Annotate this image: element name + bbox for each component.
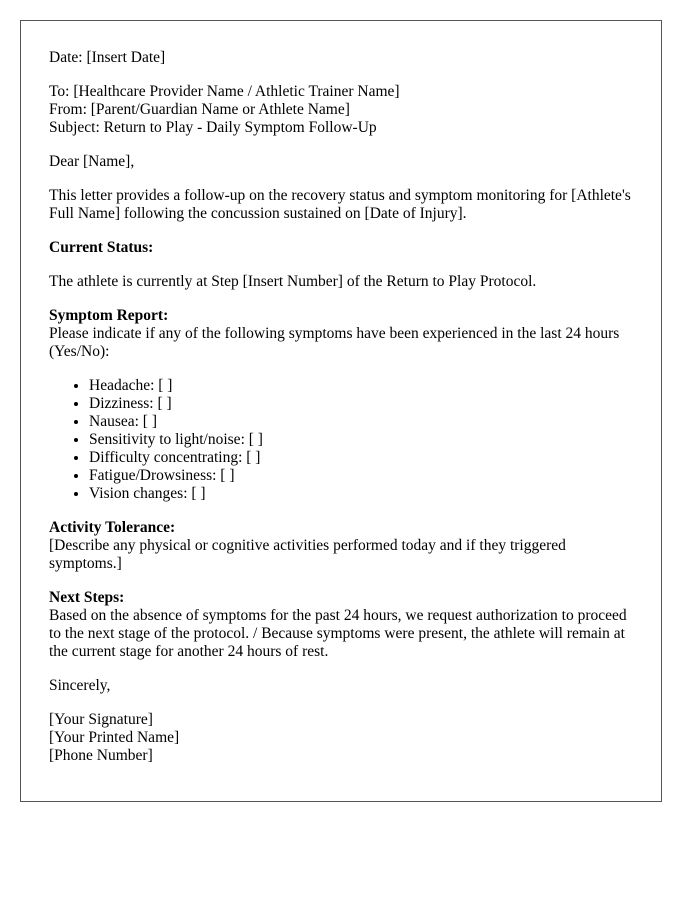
salutation xyxy=(49,153,633,171)
next-steps-section xyxy=(49,589,633,661)
current-status-heading: Current Status: xyxy=(49,239,154,256)
activity-tolerance-section xyxy=(49,519,633,573)
list-item: • Difficulty concentrating: [ ] xyxy=(89,449,633,467)
list-item: • Sensitivity to light/noise: [ ] xyxy=(89,431,633,449)
symptom-report-section xyxy=(49,307,633,361)
activity-tolerance-text: [Describe any physical or cognitive activities performed today and if they triggered symptoms.] xyxy=(49,537,566,572)
list-item: • Headache: [ ] xyxy=(89,377,633,395)
subject-line: Subject: Return to Play - Daily Symptom Follow-Up xyxy=(49,119,377,136)
activity-tolerance-heading: Activity Tolerance: xyxy=(49,519,176,536)
symptom-list xyxy=(49,377,633,503)
printed-name-line: [Your Printed Name] xyxy=(49,729,180,746)
next-steps-text: Based on the absence of symptoms for the past 24 hours, we request authorization to proceed to the next stage of the protocol. / Because symptoms were present, the athlete will remain at the current stage for another 24 hours of rest. xyxy=(49,607,627,660)
symptom-report-heading: Symptom Report: xyxy=(49,307,169,324)
closing xyxy=(49,677,633,695)
next-steps-heading: Next Steps: xyxy=(49,589,125,606)
salutation-text: Dear [Name], xyxy=(49,153,135,170)
signature-block xyxy=(49,711,633,765)
list-item: • Vision changes: [ ] xyxy=(89,485,633,503)
from-line: From: [Parent/Guardian Name or Athlete Name] xyxy=(49,101,350,118)
phone-number-line: [Phone Number] xyxy=(49,747,153,764)
date-block xyxy=(49,49,633,67)
signature-line: [Your Signature] xyxy=(49,711,153,728)
header-block xyxy=(49,83,633,137)
letter-document xyxy=(20,20,662,802)
intro-text: This letter provides a follow-up on the recovery status and symptom monitoring for [Athlete's Full Name] following the concussion sustained on [Date of Injury]. xyxy=(49,187,631,222)
list-item: • Nausea: [ ] xyxy=(89,413,633,431)
intro-paragraph xyxy=(49,187,633,223)
current-status-paragraph xyxy=(49,273,633,291)
to-line: To: [Healthcare Provider Name / Athletic Trainer Name] xyxy=(49,83,400,100)
list-item: • Dizziness: [ ] xyxy=(89,395,633,413)
date-line: Date: [Insert Date] xyxy=(49,49,166,66)
current-status-heading-block xyxy=(49,239,633,257)
symptom-report-text: Please indicate if any of the following symptoms have been experienced in the last 24 hours (Yes/No): xyxy=(49,325,620,360)
closing-text: Sincerely, xyxy=(49,677,111,694)
list-item: • Fatigue/Drowsiness: [ ] xyxy=(89,467,633,485)
current-status-text: The athlete is currently at Step [Insert Number] of the Return to Play Protocol. xyxy=(49,273,537,290)
